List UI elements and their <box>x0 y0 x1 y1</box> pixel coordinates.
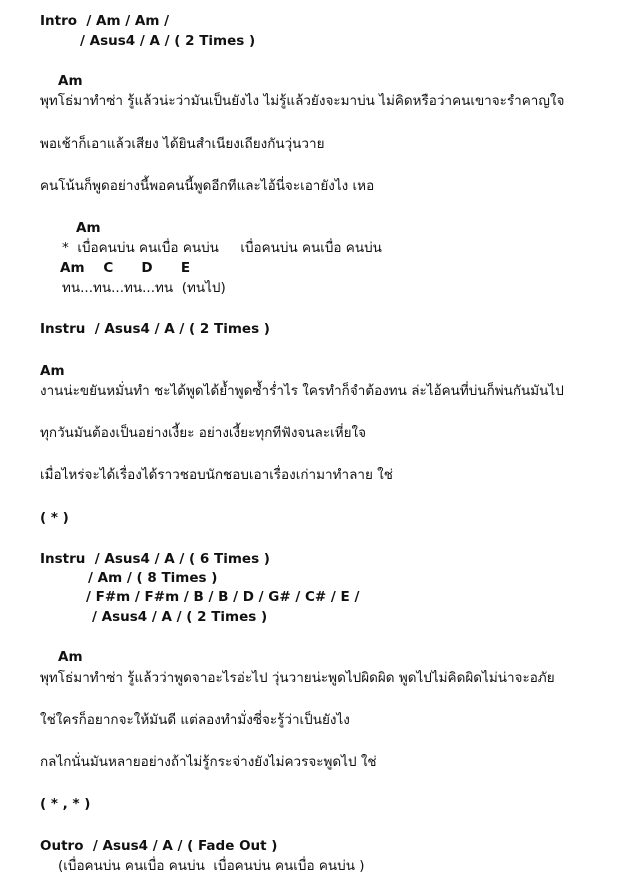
chorus-line: * เบื่อคนบ่น คนเบื่อ คนบ่น เบื่อคนบ่น คนเบื่อ คนบ่น <box>62 240 382 256</box>
intro-line: Intro / Am / Am / <box>40 13 170 29</box>
verse-3-line-2: ใช่ใครก็อยากจะให้มันดี แต่ลองทำมั่งซี่จะรู้ว่าเป็นยังไง <box>40 712 350 728</box>
verse-3-line-3: กลไกนั่นมันหลายอย่างถ้าไม่รู้กระจ่างยังไม่ควรจะพูดไป ใช่ <box>40 754 377 770</box>
intro-line-2: / Asus4 / A / ( 2 Times ) <box>80 33 256 49</box>
outro-line: Outro / Asus4 / A / ( Fade Out ) <box>40 838 278 854</box>
chorus-chord: Am <box>76 220 101 236</box>
verse-2-line-3: เมื่อไหร่จะได้เรื่องได้ราวชอบนักชอบเอาเรื่องเก่ามาทำลาย ใช่ <box>40 467 393 483</box>
verse-3-line-1: พุทโธ่มาทำซ่า รู้แล้วว่าพูดจาอะไรอ่ะไป วุ่นวายน่ะพูดไปผิดผิด พูดไปไม่คิดผิดไม่น่าจะอภัย <box>40 670 555 686</box>
instru-line-1: Instru / Asus4 / A / ( 2 Times ) <box>40 321 270 337</box>
repeat-chorus-twice: ( * , * ) <box>40 796 91 812</box>
verse-1-line-3: คนโน้นก็พูดอย่างนี้พอคนนี้พูดอีกทีและไอ้นี่จะเอายังไง เหอ <box>40 178 375 194</box>
repeat-chorus: ( * ) <box>40 510 69 526</box>
outro-line-2: (เบื่อคนบ่น คนเบื่อ คนบ่น เบื่อคนบ่น คนเบื่อ คนบ่น ) <box>58 858 365 874</box>
verse-1-line-1: พุทโธ่มาทำซ่า รู้แล้วน่ะว่ามันเป็นยังไง ไม่รู้แล้วยังจะมาบ่น ไม่คิดหรือว่าคนเขาจะรำคาญใจ <box>40 93 565 109</box>
instru-line-2b: / Am / ( 8 Times ) <box>88 570 218 586</box>
verse-2-line-2: ทุกวันมันต้องเป็นอย่างเงี้ยะ อย่างเงี้ยะทุกทีฟังจนละเหี่ยใจ <box>40 425 367 441</box>
verse-2-chord: Am <box>40 363 65 379</box>
instru-line-2: Instru / Asus4 / A / ( 6 Times ) <box>40 551 270 567</box>
verse-1-line-2: พอเช้าก็เอาแล้วเสียง ได้ยินสำเนียงเถียงกันวุ่นวาย <box>40 136 325 152</box>
verse-3-chord: Am <box>58 649 83 665</box>
instru-line-2d: / Asus4 / A / ( 2 Times ) <box>92 609 268 625</box>
chorus-line-2: ทน...ทน...ทน...ทน (ทนไป) <box>62 280 226 296</box>
verse-2-line-1: งานน่ะขยันหมั่นทำ ชะได้พูดได้ย้ำพูดซ้ำร่ำไร ใครทำก็จำต้องทน ล่ะไอ้คนที่บ่นก็พ่นกันมันไป <box>40 383 564 399</box>
verse-1-chord: Am <box>58 73 83 89</box>
chorus-chords-2: Am C D E <box>60 260 191 276</box>
instru-line-2c: / F#m / F#m / B / B / D / G# / C# / E / <box>86 589 360 605</box>
